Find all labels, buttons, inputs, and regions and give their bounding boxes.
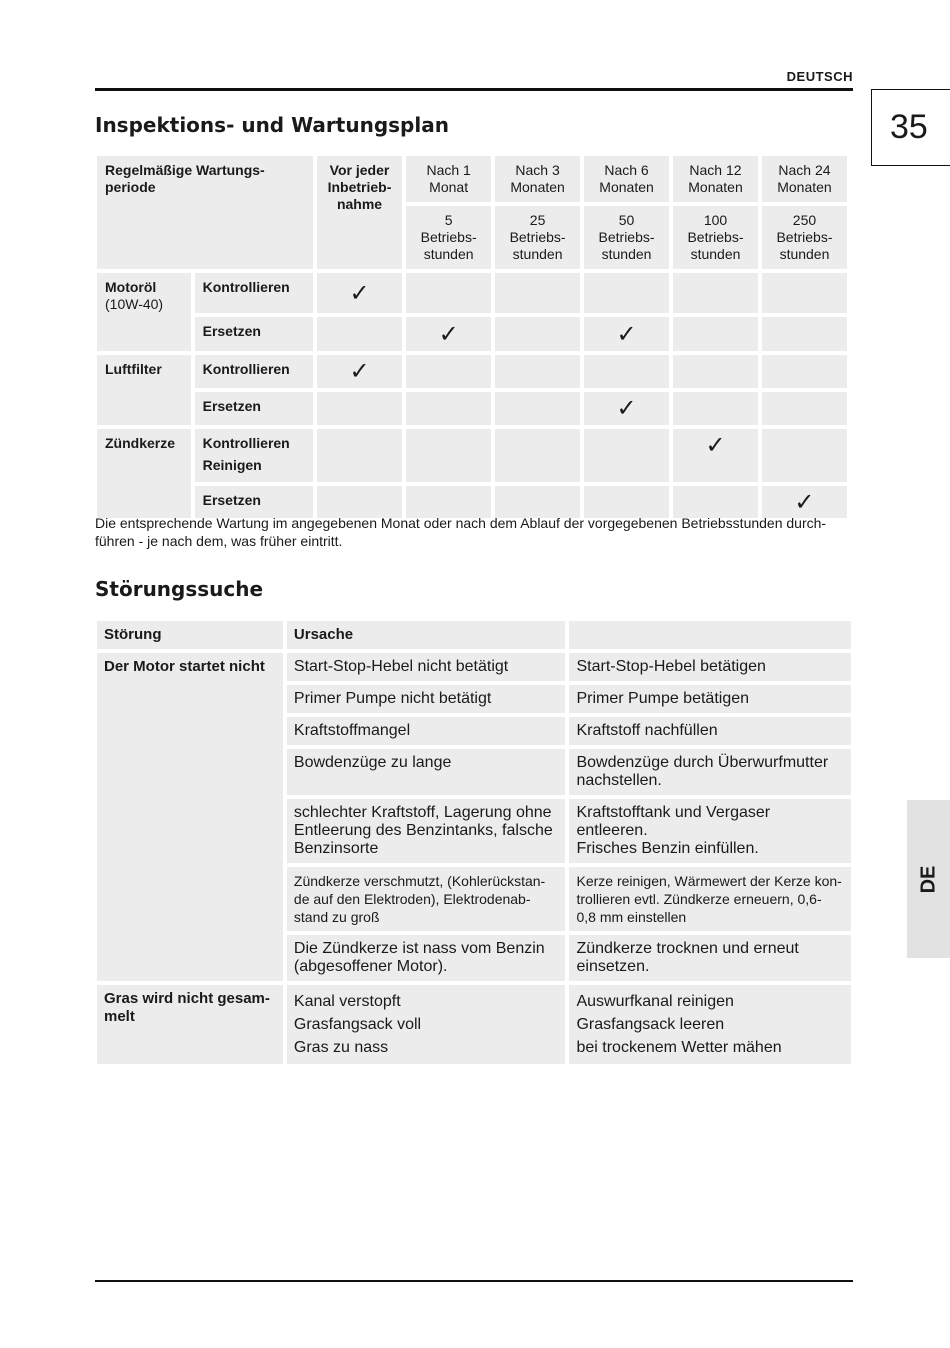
header-interval-month: Nach 24 Monaten [762, 156, 847, 202]
header-interval-hours: 100 Betriebs- stunden [673, 206, 758, 269]
cause-cell: Bowdenzüge zu lange [287, 749, 566, 795]
remedy-cell: Kraftstofftank und Vergaser entleeren. Frisches Benzin einfüllen. [569, 799, 851, 863]
remedy-line: Grasfangsack leeren [576, 1016, 725, 1033]
check-mark-icon: ✓ [616, 320, 637, 348]
cause-cell: schlechter Kraftstoff, Lagerung ohne Entleerung des Benzintanks, falsche Benzinsorte [287, 799, 566, 863]
cause-cell: Start-Stop-Hebel nicht betätigt [287, 653, 566, 681]
action-cell: Ersetzen [195, 486, 313, 518]
check-cell [495, 273, 580, 313]
header-interval-month: Nach 12 Monaten [673, 156, 758, 202]
header-interval-month: Nach 6 Monaten [584, 156, 669, 202]
component-cell [97, 273, 191, 351]
side-tab-label: DE [916, 865, 939, 893]
troubleshooting-title: Störungssuche [95, 577, 264, 601]
cause-cell [287, 985, 566, 1064]
header-period: Regelmäßige Wartungs- periode [97, 156, 313, 269]
cause-line: Gras zu nass [293, 1039, 389, 1056]
cause-line: Grasfangsack voll [293, 1016, 422, 1033]
check-cell [584, 392, 669, 425]
maintenance-table [93, 152, 851, 522]
action-cell: Ersetzen [195, 317, 313, 351]
check-cell [673, 429, 758, 482]
header-interval-hours: 5 Betriebs- stunden [406, 206, 491, 269]
header-interval-hours: 50 Betriebs- stunden [584, 206, 669, 269]
check-cell [762, 429, 847, 482]
check-mark-icon: ✓ [616, 395, 637, 422]
check-cell [495, 317, 580, 351]
fault-cell: Der Motor startet nicht [97, 653, 283, 981]
remedy-cell: Primer Pumpe betätigen [569, 685, 851, 713]
page-number: 35 [871, 89, 950, 166]
action-cell: Kontrollieren Reinigen [195, 429, 313, 482]
component-spec: (10W-40) [105, 296, 164, 312]
top-rule [95, 88, 853, 91]
cause-cell: Primer Pumpe nicht betätigt [287, 685, 566, 713]
check-cell [495, 392, 580, 425]
check-cell [406, 392, 491, 425]
maintenance-row [97, 392, 847, 425]
check-cell [317, 317, 402, 351]
header-interval-hours: 250 Betriebs- stunden [762, 206, 847, 269]
remedy-line: Auswurfkanal reinigen [576, 993, 734, 1010]
component-cell: Zündkerze [97, 429, 191, 518]
header-remedy [569, 621, 851, 649]
check-cell [673, 273, 758, 313]
check-cell [762, 392, 847, 425]
action-cell: Ersetzen [195, 392, 313, 425]
cause-cell: Die Zündkerze ist nass vom Benzin (abgesoffener Motor). [287, 935, 566, 981]
cause-line: Kanal verstopft [293, 993, 401, 1010]
check-cell [673, 355, 758, 388]
check-cell [317, 429, 402, 482]
maintenance-row [97, 273, 847, 313]
maintenance-note: Die entsprechende Wartung im angegebenen Monat oder nach dem Ablauf der vorgegebenen Betriebsstunden durch- führen - je nach dem, was früher eintritt. [95, 515, 827, 549]
maintenance-row [97, 355, 847, 388]
remedy-cell: Bowdenzüge durch Überwurfmutter nachstellen. [569, 749, 851, 795]
check-mark-icon: ✓ [794, 488, 815, 516]
check-cell [762, 317, 847, 351]
remedy-cell [569, 985, 851, 1064]
check-cell [762, 355, 847, 388]
remedy-line: bei trockenem Wetter mähen [576, 1039, 782, 1056]
check-mark-icon: ✓ [438, 320, 459, 348]
check-mark-icon: ✓ [349, 279, 370, 307]
cause-cell: Zündkerze verschmutzt, (Kohlerückstan- de auf den Elektroden), Elektrodenab- stand zu groß [287, 867, 566, 931]
header-fault: Störung [97, 621, 283, 649]
component-cell: Luftfilter [97, 355, 191, 425]
header-before-each-use: Vor jeder Inbetrieb- nahme [317, 156, 402, 269]
remedy-cell: Zündkerze trocknen und erneut einsetzen. [569, 935, 851, 981]
remedy-cell: Kraftstoff nachfüllen [569, 717, 851, 745]
action-cell: Kontrollieren [195, 355, 313, 388]
check-cell [584, 355, 669, 388]
cause-cell: Kraftstoffmangel [287, 717, 566, 745]
maintenance-row [97, 317, 847, 351]
check-cell [406, 317, 491, 351]
header-cause: Ursache [287, 621, 566, 649]
check-cell [584, 317, 669, 351]
remedy-cell: Start-Stop-Hebel betätigen [569, 653, 851, 681]
component-name: Motoröl [105, 279, 157, 295]
check-cell [317, 392, 402, 425]
bottom-rule [95, 1280, 853, 1282]
action-cell: Kontrollieren [195, 273, 313, 313]
check-cell [495, 429, 580, 482]
check-cell [317, 355, 402, 388]
header-interval-month: Nach 3 Monaten [495, 156, 580, 202]
language-label: DEUTSCH [786, 69, 853, 84]
header-interval-hours: 25 Betriebs- stunden [495, 206, 580, 269]
check-cell [762, 273, 847, 313]
check-cell [406, 355, 491, 388]
fault-cell: Gras wird nicht gesam- melt [97, 985, 283, 1064]
maintenance-row [97, 429, 847, 482]
check-cell [406, 273, 491, 313]
check-mark-icon: ✓ [349, 358, 370, 385]
check-cell [495, 355, 580, 388]
check-cell [584, 273, 669, 313]
check-cell [673, 392, 758, 425]
maintenance-plan-title: Inspektions- und Wartungsplan [95, 113, 449, 137]
check-cell [673, 317, 758, 351]
check-cell [317, 273, 402, 313]
remedy-cell: Kerze reinigen, Wärmewert der Kerze kon- trollieren evtl. Zündkerze erneuern, 0,6- 0,8 mm einstellen [569, 867, 851, 931]
troubleshooting-table [93, 617, 855, 1068]
check-cell [584, 429, 669, 482]
check-mark-icon: ✓ [705, 432, 726, 459]
header-interval-month: Nach 1 Monat [406, 156, 491, 202]
language-side-tab [907, 800, 950, 958]
check-cell [406, 429, 491, 482]
